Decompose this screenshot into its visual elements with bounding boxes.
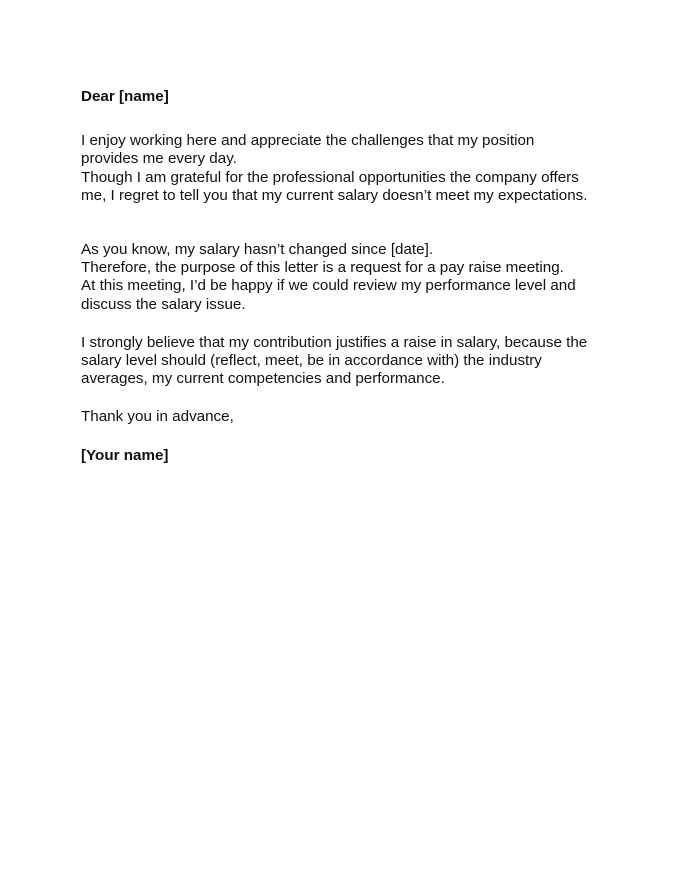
paragraph-line: discuss the salary issue. [81,295,246,313]
closing-line: Thank you in advance, [81,408,234,426]
paragraph-line: I strongly believe that my contribution justifies a raise in salary, because the [81,333,588,351]
paragraph-line: salary level should (reflect, meet, be in accordance with) the industry [81,352,542,370]
spacer [81,427,641,447]
paragraph-appreciation [81,132,641,205]
paragraph-request [81,241,641,314]
spacer [81,205,641,241]
letter-body [81,88,641,465]
signature: [Your name] [81,446,169,464]
paragraph-line: averages, my current competencies and performance. [81,370,445,388]
paragraph-line: Though I am grateful for the professional opportunities the company offers [81,168,579,186]
spacer [81,106,641,132]
paragraph-line: Therefore, the purpose of this letter is a request for a pay raise meeting. [81,259,564,277]
salutation: Dear [name] [81,88,169,105]
paragraph-line: At this meeting, I’d be happy if we could review my performance level and [81,277,576,295]
paragraph-justification [81,334,641,389]
paragraph-line: provides me every day. [81,150,237,168]
paragraph-line: I enjoy working here and appreciate the challenges that my position [81,132,535,150]
spacer [81,388,641,408]
paragraph-line: me, I regret to tell you that my current salary doesn’t meet my expectations. [81,186,588,204]
paragraph-line: As you know, my salary hasn’t changed since [date]. [81,241,434,259]
spacer [81,314,641,334]
